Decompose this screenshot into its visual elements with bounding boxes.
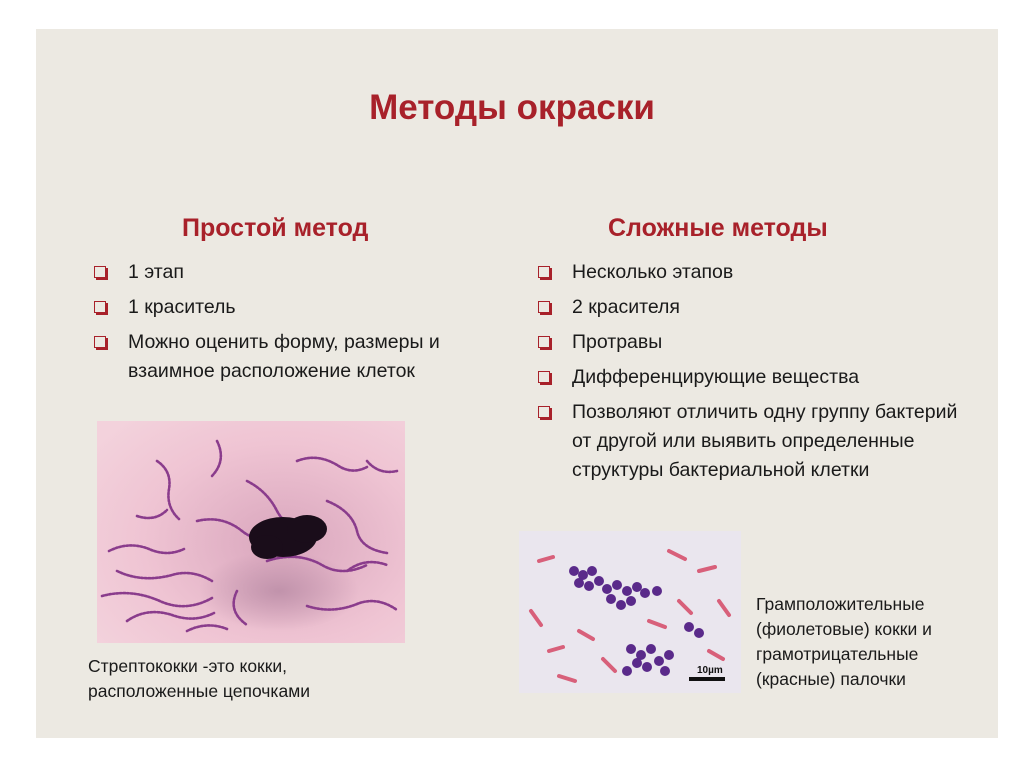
checkbox-bullet-icon <box>538 301 550 313</box>
checkbox-bullet-icon <box>94 301 106 313</box>
scale-bar-label: 10µm <box>697 665 723 676</box>
checkbox-bullet-icon <box>538 406 550 418</box>
complex-methods-list <box>536 258 976 491</box>
complex-methods-heading: Сложные методы <box>608 214 828 242</box>
list-item-text: 2 красителя <box>572 296 680 318</box>
list-item <box>536 398 976 485</box>
list-item <box>92 293 512 322</box>
checkbox-bullet-icon <box>94 266 106 278</box>
checkbox-bullet-icon <box>538 336 550 348</box>
list-item-text: Несколько этапов <box>572 261 734 283</box>
checkbox-bullet-icon <box>538 266 550 278</box>
list-item <box>536 293 976 322</box>
list-item-text: Протравы <box>572 331 663 353</box>
list-item <box>536 363 976 392</box>
gram-stain-caption: Грамположительные (фиолетовые) кокки и грамотрицательные (красные) палочки <box>756 594 932 689</box>
checkbox-bullet-icon <box>94 336 106 348</box>
list-item-text: Дифференцирующие вещества <box>572 366 860 388</box>
list-item <box>536 328 976 357</box>
list-item-text: Позволяют отличить одну группу бактерий от другой или выявить определенные структуры бактериальной клетки <box>572 401 958 481</box>
list-item-text: 1 этап <box>128 261 184 283</box>
list-item <box>92 328 512 386</box>
simple-method-heading: Простой метод <box>182 214 369 242</box>
streptococci-micrograph <box>97 421 405 643</box>
list-item <box>92 258 512 287</box>
gram-stain-micrograph <box>519 531 741 693</box>
list-item-text: 1 краситель <box>128 296 236 318</box>
list-item <box>536 258 976 287</box>
slide-title: Методы окраски <box>369 88 655 127</box>
checkbox-bullet-icon <box>538 371 550 383</box>
simple-method-list <box>92 258 512 392</box>
streptococci-caption: Стрептококки -это кокки, расположенные цепочками <box>88 656 311 701</box>
list-item-text: Можно оценить форму, размеры и взаимное расположение клеток <box>128 331 440 382</box>
